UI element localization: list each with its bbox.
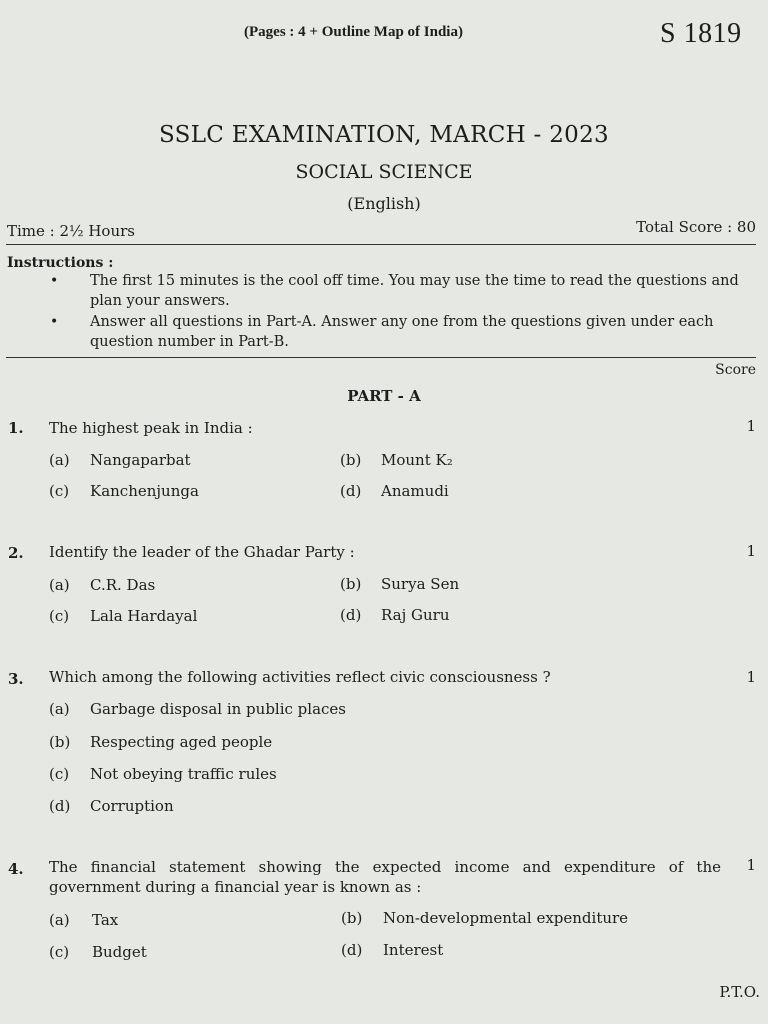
option-text: Budget bbox=[92, 943, 147, 961]
subject-title: SOCIAL SCIENCE bbox=[295, 161, 473, 183]
question-marks: 1 bbox=[746, 542, 756, 560]
time-allowed: Time : 2½ Hours bbox=[7, 222, 135, 240]
option-text: Kanchenjunga bbox=[90, 482, 199, 500]
pages-note: (Pages : 4 + Outline Map of India) bbox=[244, 24, 463, 40]
option-text: Mount K₂ bbox=[381, 451, 453, 469]
option-label: (b) bbox=[341, 909, 363, 927]
instructions-heading: Instructions : bbox=[7, 255, 114, 271]
question-marks: 1 bbox=[746, 417, 756, 435]
option-label: (c) bbox=[49, 607, 70, 625]
option-label: (c) bbox=[49, 765, 70, 783]
option-text: Not obeying traffic rules bbox=[90, 765, 277, 783]
option-label: (c) bbox=[49, 482, 70, 500]
paper-code: S 1819 bbox=[660, 18, 742, 49]
option-label: (b) bbox=[340, 451, 362, 469]
option-text: Surya Sen bbox=[381, 575, 460, 593]
question-text: Which among the following activities reflect civic consciousness ? bbox=[49, 668, 551, 686]
option-label: (a) bbox=[49, 911, 70, 929]
option-text: Non-developmental expenditure bbox=[383, 909, 629, 927]
instruction-item: The first 15 minutes is the cool off time. You may use the time to read the questions and plan your answers. bbox=[90, 273, 739, 309]
divider-top bbox=[6, 244, 756, 245]
option-text: Corruption bbox=[90, 797, 174, 815]
option-label: (a) bbox=[49, 451, 70, 469]
page-turn-note: P.T.O. bbox=[719, 983, 760, 1001]
option-text: C.R. Das bbox=[90, 576, 156, 594]
question-text: The highest peak in India : bbox=[49, 419, 253, 437]
part-heading: PART - A bbox=[347, 387, 421, 405]
bullet-icon: • bbox=[50, 314, 59, 330]
question-text: The financial statement showing the expected income and expenditure of the government during a financial year is known as : bbox=[49, 858, 721, 896]
option-text: Respecting aged people bbox=[90, 733, 273, 751]
option-label: (d) bbox=[341, 941, 363, 959]
option-label: (b) bbox=[49, 733, 71, 751]
bullet-icon: • bbox=[50, 273, 59, 289]
question-number: 2. bbox=[8, 544, 24, 562]
exam-title: SSLC EXAMINATION, MARCH - 2023 bbox=[159, 122, 609, 148]
option-label: (d) bbox=[340, 482, 362, 500]
option-label: (c) bbox=[49, 943, 70, 961]
question-number: 1. bbox=[8, 419, 24, 437]
question-number: 4. bbox=[8, 860, 24, 878]
option-text: Interest bbox=[383, 941, 444, 959]
option-text: Lala Hardayal bbox=[90, 607, 198, 625]
question-text: Identify the leader of the Ghadar Party : bbox=[49, 543, 355, 561]
question-marks: 1 bbox=[746, 668, 756, 686]
instruction-item: Answer all questions in Part-A. Answer any one from the questions given under each question number in Part-B. bbox=[90, 314, 714, 350]
option-label: (a) bbox=[49, 576, 70, 594]
option-label: (d) bbox=[340, 606, 362, 624]
question-marks: 1 bbox=[746, 856, 756, 874]
option-label: (b) bbox=[340, 575, 362, 593]
language-label: (English) bbox=[347, 194, 421, 213]
option-text: Raj Guru bbox=[381, 606, 450, 624]
divider-instructions bbox=[6, 357, 756, 358]
option-text: Nangaparbat bbox=[90, 451, 191, 469]
option-text: Garbage disposal in public places bbox=[90, 700, 346, 718]
option-text: Anamudi bbox=[381, 482, 449, 500]
option-label: (a) bbox=[49, 700, 70, 718]
total-score: Total Score : 80 bbox=[636, 218, 756, 236]
option-text: Tax bbox=[92, 911, 119, 929]
option-label: (d) bbox=[49, 797, 71, 815]
score-column-label: Score bbox=[715, 362, 756, 378]
question-number: 3. bbox=[8, 670, 24, 688]
